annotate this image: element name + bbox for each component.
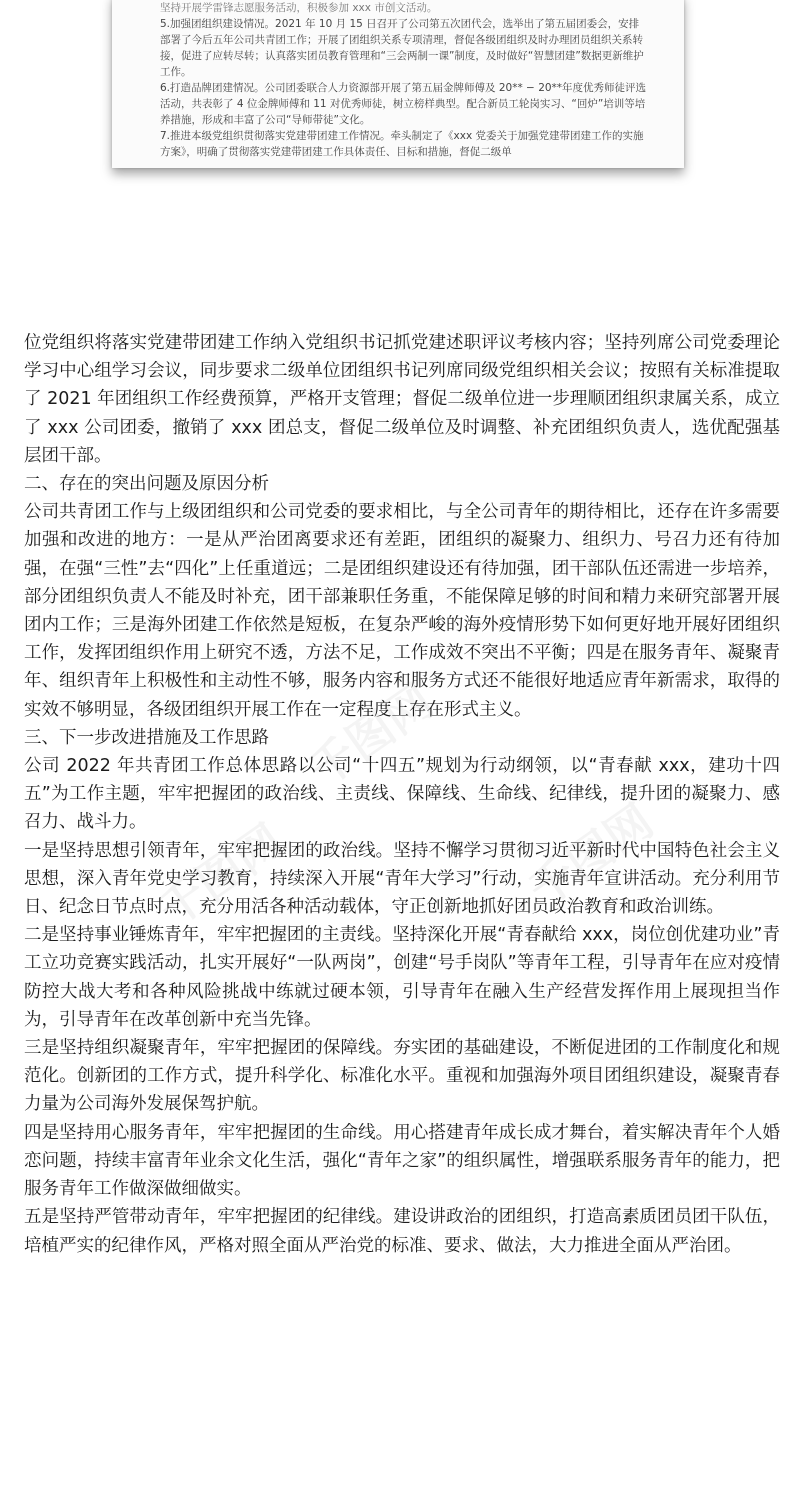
preview-line: 7.推进本级党组织贯彻落实党建带团建工作情况。牵头制定了《xxx 党委关于加强党建带团建工作的实施方案》，明确了贯彻落实党建带团建工作具体责任、目标和措施，督促二级单 [160, 130, 644, 158]
preview-line: 5.加强团组织建设情况。2021 年 10 月 15 日召开了公司第五次团代会，选举出了第五届团委会，安排部署了今后五年公司共青团工作；开展了团组织关系专项清理，督促各级团组织及时办理团员组织关系转接，促进了应转尽转；认真落实团员教育管理和“三会两制一课”制度，及时做好“智慧团建”数据更新维护工作。 [160, 18, 644, 78]
paragraph: 公司共青团工作与上级团组织和公司党委的要求相比，与全公司青年的期待相比，还存在许多需要加强和改进的地方：一是从严治团离要求还有差距，团组织的凝聚力、组织力、号召力还有待加强，在强“三性”去“四化”上任重道远；二是团组织建设还有待加强，团干部队伍还需进一步培养，部分团组织负责人不能及时补充，团干部兼职任务重，不能保障足够的时间和精力来研究部署开展团内工作；三是海外团建工作依然是短板，在复杂严峻的海外疫情形势下如何更好地开展好团组织工作，发挥团组织作用上研究不透，方法不足，工作成效不突出不平衡；四是在服务青年、凝聚青年、组织青年上积极性和主动性不够，服务内容和服务方式还不能很好地适应青年新需求，取得的实效不够明显，各级团组织开展工作在一定程度上存在形式主义。 [24, 502, 780, 720]
preview-line: 6.打造品牌团建情况。公司团委联合人力资源部开展了第五届金牌师傅及 20** − 20**年度优秀师徒评选活动，共表彰了 4 位金牌师傅和 11 对优秀师徒，树立榜样典型。配合新员工轮岗实习、“回炉”培训等培养措施，形成和丰富了公司“导师带徒”文化。 [160, 82, 647, 126]
preview-line: 坚持开展学雷锋志愿服务活动，积极参加 xxx 市创文活动。 [160, 2, 438, 14]
section-heading: 三、下一步改进措施及工作思路 [24, 727, 269, 748]
paragraph: 三是坚持组织凝聚青年，牢牢把握团的保障线。夯实团的基础建设，不断促进团的工作制度化和规范化。创新团的工作方式，提升科学化、标准化水平。重视和加强海外项目团组织建设，凝聚青春力量为公司海外发展保驾护航。 [24, 1038, 780, 1115]
section-heading: 二、存在的突出问题及原因分析 [24, 474, 269, 495]
paragraph: 二是坚持事业锤炼青年，牢牢把握团的主责线。坚持深化开展“青春献给 xxx，岗位创优建功业”青工立功竞赛实践活动，扎实开展好“一队两岗”，创建“号手岗队”等青年工程，引导青年在应对疫情防控大战大考和各种风险挑战中练就过硬本领，引导青年在融入生产经营发挥作用上展现担当作为，引导青年在改革创新中充当先锋。 [24, 925, 780, 1030]
document-preview-card [112, 0, 684, 168]
paragraph: 位党组织将落实党建带团建工作纳入党组织书记抓党建述职评议考核内容；坚持列席公司党委理论学习中心组学习会议，同步要求二级单位团组织书记列席同级党组织相关会议；按照有关标准提取了 2021 年团组织工作经费预算，严格开支管理；督促二级单位进一步理顺团组织隶属关系，成立了 xxx 公司团委，撤销了 xxx 团总支，督促二级单位及时调整、补充团组织负责人，选优配强基层团干部。 [24, 333, 780, 466]
document-body [24, 329, 780, 1260]
paragraph: 一是坚持思想引领青年，牢牢把握团的政治线。坚持不懈学习贯彻习近平新时代中国特色社会主义思想，深入青年党史学习教育，持续深入开展“青年大学习”行动，实施青年宣讲活动。充分利用节日、纪念日节点时点，充分用活各种活动载体，守正创新地抓好团员政治教育和政治训练。 [24, 840, 780, 918]
preview-text [160, 0, 648, 160]
paragraph: 公司 2022 年共青团工作总体思路以公司“十四五”规划为行动纲领，以“青春献 xxx，建功十四五”为工作主题，牢牢把握团的政治线、主责线、保障线、生命线、纪律线，提升团的凝聚力、感召力、战斗力。 [24, 756, 780, 833]
paragraph: 四是坚持用心服务青年，牢牢把握团的生命线。用心搭建青年成长成才舞台，着实解决青年个人婚恋问题，持续丰富青年业余文化生活，强化“青年之家”的组织属性，增强联系服务青年的能力，把服务青年工作做深做细做实。 [24, 1122, 780, 1200]
paragraph: 五是坚持严管带动青年，牢牢把握团的纪律线。建设讲政治的团组织，打造高素质团员团干队伍，培植严实的纪律作风，严格对照全面从严治党的标准、要求、做法，大力推进全面从严治团。 [24, 1207, 780, 1256]
